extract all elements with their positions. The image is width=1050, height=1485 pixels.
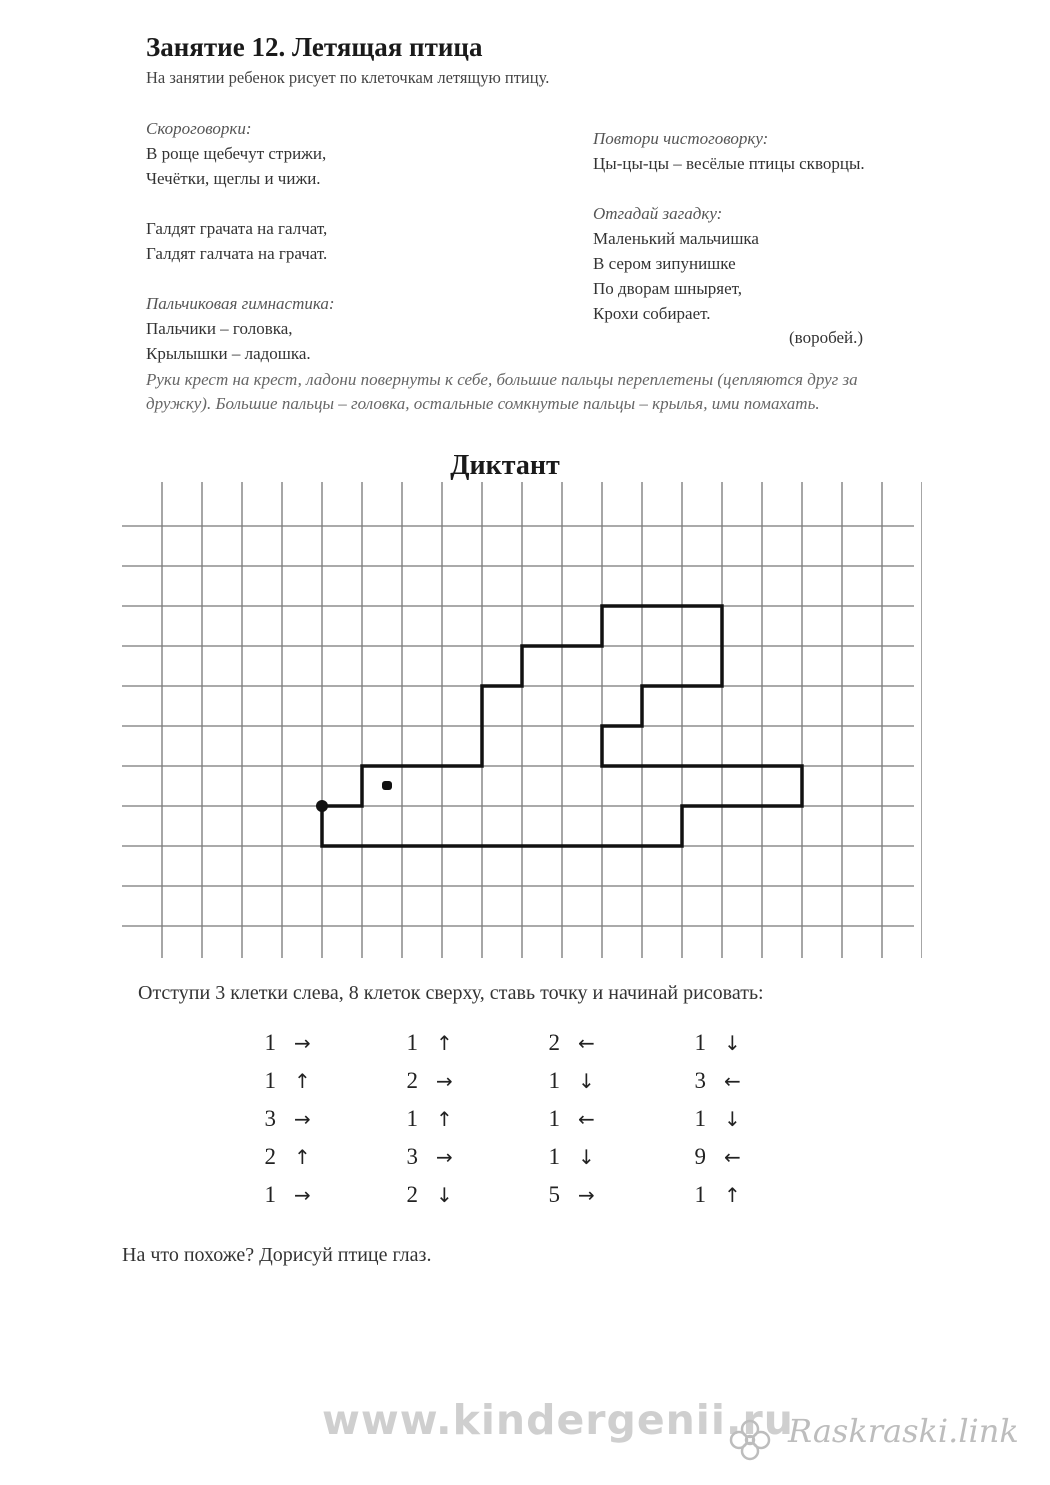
riddle-line: По дворам шныряет,: [593, 279, 743, 298]
step-count: 2: [548, 1030, 560, 1055]
arrow-up-icon: ↑: [436, 1031, 453, 1055]
step-count: 5: [548, 1182, 560, 1207]
dictation-step: [680, 1026, 790, 1060]
arrow-up-icon: ↑: [294, 1145, 311, 1169]
step-count: 2: [406, 1182, 418, 1207]
dictation-title: Диктант: [450, 450, 560, 481]
step-count: 3: [406, 1144, 418, 1169]
tongue-twister-line: Галдят галчата на грачат.: [146, 244, 328, 263]
dictation-step: [250, 1140, 360, 1174]
tongue-twister-line: Чечётки, щеглы и чижи.: [146, 169, 321, 188]
step-count: 1: [548, 1106, 560, 1131]
arrow-right-icon: →: [294, 1031, 311, 1055]
dictation-step: [534, 1026, 644, 1060]
pure-phrase-line: Цы-цы-цы – весёлые птицы скворцы.: [593, 154, 865, 173]
arrow-left-icon: ←: [724, 1069, 741, 1093]
step-count: 1: [264, 1068, 276, 1093]
dictation-step: [534, 1064, 644, 1098]
lesson-subtitle: На занятии ребенок рисует по клеточкам летящую птицу.: [146, 68, 550, 87]
arrow-down-icon: ↓: [724, 1107, 741, 1131]
grid-canvas: [122, 482, 922, 962]
dictation-step: [680, 1064, 790, 1098]
dictation-step: [534, 1102, 644, 1136]
arrow-down-icon: ↓: [724, 1031, 741, 1055]
dictation-step: [680, 1140, 790, 1174]
arrow-right-icon: →: [578, 1183, 595, 1207]
step-count: 1: [694, 1182, 706, 1207]
arrow-down-icon: ↓: [578, 1069, 595, 1093]
step-count: 3: [694, 1068, 706, 1093]
arrow-right-icon: →: [436, 1145, 453, 1169]
step-count: 2: [406, 1068, 418, 1093]
riddle-heading: Отгадай загадку:: [593, 204, 723, 223]
arrow-up-icon: ↑: [436, 1107, 453, 1131]
riddle-line: Крохи собирает.: [593, 304, 711, 323]
riddle-line: Маленький мальчишка: [593, 229, 759, 248]
tongue-twisters-heading: Скороговорки:: [146, 119, 252, 138]
finger-gym-line: Крылышки – ладошка.: [146, 344, 311, 363]
arrow-right-icon: →: [436, 1069, 453, 1093]
dictation-step: [250, 1064, 360, 1098]
step-count: 3: [264, 1106, 276, 1131]
finger-gym-line: Пальчики – головка,: [146, 319, 293, 338]
arrow-up-icon: ↑: [294, 1069, 311, 1093]
dictation-step: [680, 1102, 790, 1136]
step-count: 1: [264, 1030, 276, 1055]
dictation-step: [680, 1178, 790, 1212]
step-count: 1: [694, 1106, 706, 1131]
closing-question: На что похоже? Дорисуй птице глаз.: [122, 1244, 432, 1266]
dictation-step: [534, 1140, 644, 1174]
dictation-step: [392, 1140, 502, 1174]
step-count: 1: [264, 1182, 276, 1207]
dictation-step: [392, 1026, 502, 1060]
arrow-down-icon: ↓: [578, 1145, 595, 1169]
dictation-instruction: Отступи 3 клетки слева, 8 клеток сверху, ставь точку и начинай рисовать:: [138, 982, 764, 1004]
dictation-step: [250, 1178, 360, 1212]
arrow-left-icon: ←: [578, 1031, 595, 1055]
arrow-down-icon: ↓: [436, 1183, 453, 1207]
tongue-twisters-section: [146, 116, 576, 366]
watermark-brand: Raskraski.link: [788, 1412, 1019, 1450]
lesson-title: Занятие 12. Летящая птица: [146, 32, 483, 62]
step-count: 1: [406, 1106, 418, 1131]
flower-logo-icon: [728, 1418, 772, 1467]
dictation-step: [392, 1102, 502, 1136]
finger-gym-note: Руки крест на крест, ладони повернуты к себе, большие пальцы переплетены (цепляются друг за дружку). Большие пальцы – головка, остальные сомкнутые пальцы – крылья, ими помахать.: [146, 370, 858, 413]
step-count: 9: [694, 1144, 706, 1169]
watermark-site: www.kindergenii.ru: [322, 1396, 794, 1444]
bird-eye: [382, 781, 392, 790]
tongue-twister-line: В роще щебечут стрижи,: [146, 144, 327, 163]
tongue-twister-line: Галдят грачата на галчат,: [146, 219, 328, 238]
dictation-step: [392, 1178, 502, 1212]
step-count: 1: [694, 1030, 706, 1055]
arrow-right-icon: →: [294, 1183, 311, 1207]
step-count: 1: [406, 1030, 418, 1055]
finger-gym-heading: Пальчиковая гимнастика:: [146, 294, 335, 313]
dictation-step: [250, 1102, 360, 1136]
dictation-step: [392, 1064, 502, 1098]
step-count: 1: [548, 1144, 560, 1169]
right-column: [593, 126, 1013, 326]
start-dot: [316, 800, 328, 812]
step-count: 2: [264, 1144, 276, 1169]
drawing-grid: [122, 482, 922, 967]
pure-phrase-heading: Повтори чистоговорку:: [593, 129, 769, 148]
dictation-step: [534, 1178, 644, 1212]
riddle-answer: (воробей.): [789, 328, 864, 347]
riddle-line: В сером зипунишке: [593, 254, 736, 273]
dictation-step: [250, 1026, 360, 1060]
arrow-left-icon: ←: [724, 1145, 741, 1169]
arrow-up-icon: ↑: [724, 1183, 741, 1207]
step-count: 1: [548, 1068, 560, 1093]
arrow-left-icon: ←: [578, 1107, 595, 1131]
arrow-right-icon: →: [294, 1107, 311, 1131]
